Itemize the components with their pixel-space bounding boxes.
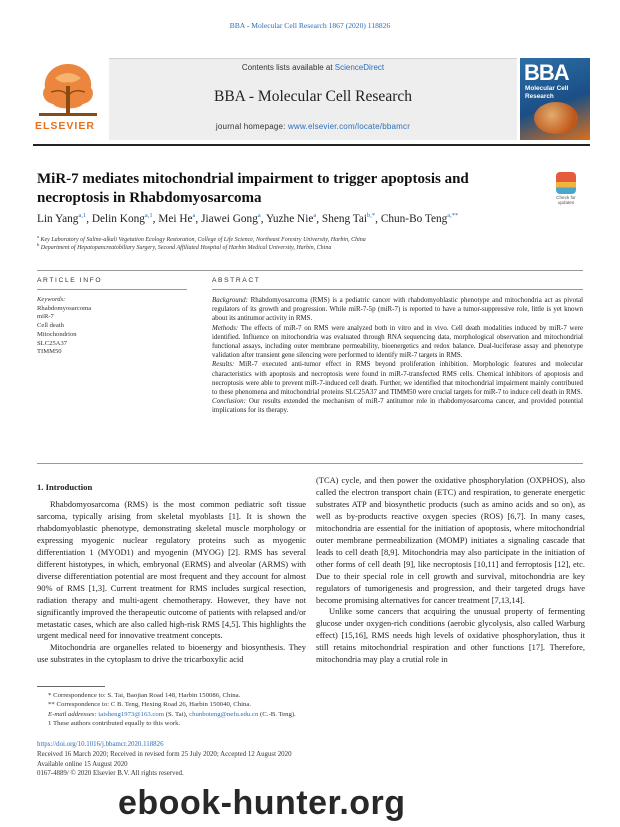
cover-image [534,102,578,134]
affiliation-b: $^b$ Department of Hepatopancreatobiliary Surgery, Second Affiliated Hospital of Harbin Medical University, Harbin, China [37,242,332,251]
abstract-heading: ABSTRACT [212,277,261,284]
abstract-results: Results: MiR-7 executed anti-tumor effect in RMS beyond proliferation inhibition. Morphologic features and molecular characteristics with apoptosis and necroptosis were found in miR-7-transfected RMS cells. Chemical inhibitors of apoptosis and necroptosis were able to prevent miR-7-induced cell death. Further, we identified that mitochondrial impairment mainly contributed to these phenomena and mitochondrial proteins SLC25A37 and TIMM50 were crucial targets for miR-7 to induce cell death in RMS. [212,360,583,397]
check-for-updates-button[interactable] [549,172,583,206]
cover-title: BBA [524,60,569,85]
author[interactable]: Chun-Bo Teng$^{a,**}$ [380,212,459,225]
keyword-item: Mitochondrion [37,330,77,338]
intro-paragraph: Mitochondria are organelles related to bioenergy and biosynthesis. They use substrates in the cytoplasm to drive the tricarboxylic acid [37,642,306,665]
author[interactable]: Sheng Tai$^{b,*}$ [321,212,376,225]
email-link[interactable]: taisheng1973@163.com [98,710,165,718]
correspondence-note: * Correspondence to: S. Tai, Baojian Road 148, Harbin 150086, China. [48,692,241,699]
intro-paragraph: (TCA) cycle, and then power the oxidative phosphorylation (OXPHOS), also called the electron transport chain (ETC) and respiration, to generate energetic substrates ATP and biosynthetic products (such as amino acids and so on), as well as by-products reactive oxygen species (ROS) [6,7]. In many cases, mitochondria are essential for the initiation of apoptosis, where mitochondrial outer membrane permeabilization (MOMP) initiates a signaling cascade that leads to cell death [8,9]. Mitochondria may also participate in the initiation of other forms of cell death [9], like necroptosis [10,11] and ferroptosis [12], etc. Due to their special role in cell growth and survival, mitochondria are key regulators of tumorigenesis and progression, and their targeted drugs have become promising alternatives for cancer treatment [7,13,14]. [316,475,585,605]
check-updates-label: Check for updates [556,195,576,205]
affiliation-rule [37,270,583,271]
email-link[interactable]: chunboteng@nefu.edu.cn [189,710,259,718]
sciencedirect-link[interactable]: ScienceDirect [334,63,385,72]
affiliation-a: $^a$ Key Laboratory of Saline-alkali Vegetation Ecology Restoration, College of Life Science, Northeast Forestry University, Harbin, China [37,234,366,243]
author[interactable]: Yuzhe Nie$^a$ [265,212,317,225]
contents-line [109,63,517,72]
abstract-conclusion: Conclusion: Our results extended the mechanism of miR-7 antitumor role in rhabdomyosarcoma cancer, and provided potential implications for its therapy. [212,397,583,415]
homepage-prefix: journal homepage: [215,122,286,131]
check-updates-icon [556,172,576,194]
received-dates: Received 16 March 2020; Received in revised form 25 July 2020; Accepted 12 August 2020 [37,750,292,758]
watermark: ebook-hunter.org [118,784,406,822]
abstract-background: Background: Rhabdomyosarcoma (RMS) is a pediatric cancer with rhabdomyoblastic phenotype and mitochondria act as pivotal regulators of its growth and progression. While miR-7-5p (miR-7) is reported to have a tumor-suppressive role, little is yet known about its antitumor activity in RMS. [212,296,584,323]
author[interactable]: Delin Kong$^{a,1}$ [91,212,153,225]
keyword-item: SLC25A37 [37,339,68,347]
doi-link[interactable]: https://doi.org/10.1016/j.bbamcr.2020.118826 [37,741,164,748]
masthead-rule [33,144,590,146]
correspondence-note: ** Correspondence to: C B. Teng, Hexing Road 26, Harbin 150040, China. [48,701,252,709]
journal-masthead [33,58,590,140]
elsevier-logo[interactable] [33,58,103,130]
keyword-item: miR-7 [37,313,54,321]
abstract-body [212,296,583,416]
masthead-center [109,58,517,140]
body-left-column [37,499,306,666]
intro-paragraph: Rhabdomyosarcoma (RMS) is the most common pediatric soft tissue sarcoma, typically arising from skeletal myoblasts [1]. It is shown the rhabdomyoblastic phenotype, demonstrating skeletal muscle morphology or expressing myogenic nuclear regulatory proteins such as myogenic differentiation 1 (MYOD1) and myogenin (MYOG) [2]. RMS has several different histotypes, in which, embryonal (ERMS) and alveolar (ARMS) with diverse differentiation potential are most frequent and they account for almost 90% of RMS [1,3]. Current treatment for RMS includes surgical resection, radiation therapy and multi-agent chemotherapy. However, they have not significantly improved the therapeutic outcome of patients with relapsed and/or metastatic cases, which are also called high-risk RMS [4,5]. This highlights the urgent medical need for innovative treatment concepts. [37,499,306,641]
contents-prefix: Contents lists available at [241,63,333,72]
keywords-label: Keywords: [37,296,66,303]
journal-homepage [109,122,517,131]
keyword-item: Cell death [37,322,64,330]
homepage-link[interactable]: www.elsevier.com/locate/bbamcr [288,122,411,131]
introduction-heading: 1. Introduction [37,482,93,492]
keyword-item: Rhabdomyosarcoma [37,304,92,312]
journal-title: BBA - Molecular Cell Research [213,88,412,105]
author-list: Lin Yang$^{a,1}$, Delin Kong$^{a,1}$, Mei He$^a$, Jiawei Gong$^a$, Yuzhe Nie$^a$, Sheng Tai$^{b,*}$, Chun-Bo Teng$^{a,**}$ [37,212,459,225]
elsevier-wordmark: ELSEVIER [35,120,95,132]
journal-reference[interactable]: BBA - Molecular Cell Research 1867 (2020) 118826 [229,21,391,30]
abstract-bottom-rule [37,463,583,464]
footnote-rule [37,686,105,687]
author[interactable]: Mei He$^a$ [158,212,196,225]
footnotes [37,691,387,728]
abstract-methods: Methods: The effects of miR-7 on RMS were analyzed both in vitro and in vivo. Cell death modalities induced by miR-7 were identified. Influence on mitochondria was evaluated through RNA sequencing data, morphological observation and mitochondrial functional assays, including outer membrane permeability, bioenergetics and redox balance. Dual-luciferase assay and phenotype validation after transient gene silencing were performed to identify miR-7 targets in RMS. [212,323,583,360]
email-line: E-mail addresses: taisheng1973@163.com (S. Tai), chunboteng@nefu.edu.cn (C.-B. Teng). [48,710,296,718]
equal-contribution-note: 1 These authors contributed equally to this work. [48,719,181,727]
publication-info [37,740,437,779]
copyright: 0167-4889/ © 2020 Elsevier B.V. All rights reserved. [37,770,184,778]
online-date: Available online 15 August 2020 [37,760,128,768]
author[interactable]: Lin Yang$^{a,1}$ [37,212,87,225]
article-info-heading: ARTICLE INFO [37,277,103,284]
intro-paragraph: Unlike some cancers that acquiring the unusual property of fermenting glucose under oxygen-rich conditions (aerobic glycolysis, also called Warburg effect) [15,16], RMS needs high levels of oxidative phosphorylation, thus it still retains mitochondrial respiration and other functions [17]. Therefore, mitochondria may play a crutial role in [316,606,585,665]
keyword-item: TIMM50 [37,348,62,356]
abstract-rule [212,289,583,290]
article-info-rule [37,289,187,290]
keywords-block [37,296,177,357]
body-right-column [316,475,585,666]
cover-subtitle: Molecular Cell Research [525,85,569,100]
elsevier-tree-icon [33,58,103,118]
journal-cover-thumbnail[interactable] [520,58,590,140]
author[interactable]: Jiawei Gong$^a$ [201,212,261,225]
article-title: MiR-7 mediates mitochondrial impairment to trigger apoptosis and necroptosis in Rhabdomyosarcoma [37,171,469,206]
